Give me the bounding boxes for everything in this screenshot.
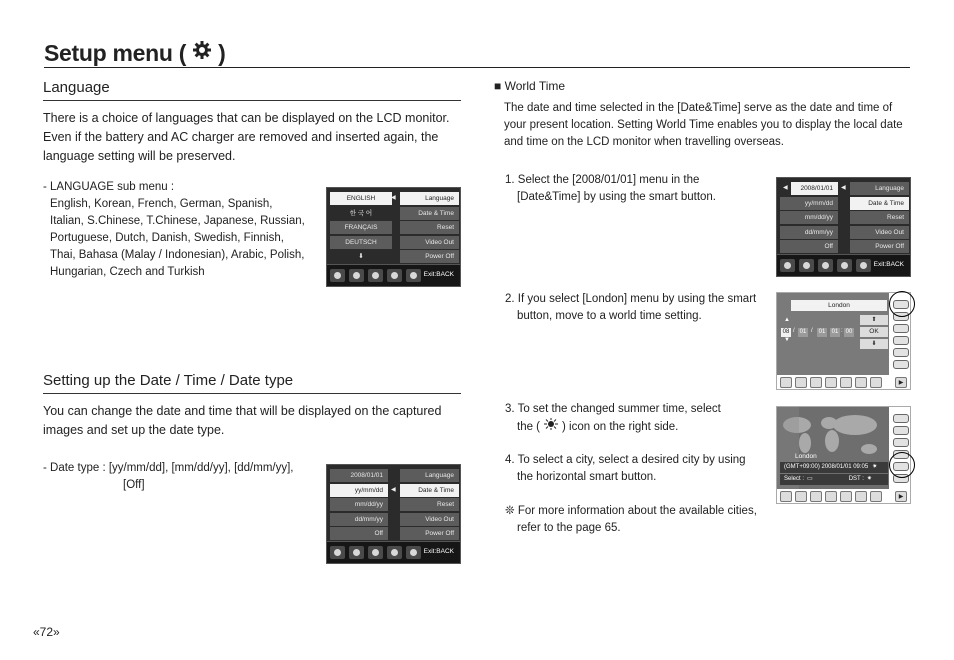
- bottom-button[interactable]: [825, 377, 837, 388]
- menu-tab-bar: Exit:BACK: [327, 264, 460, 286]
- down-arrow-icon: ⬇: [860, 339, 888, 349]
- gmt-readout: (GMT+09:00) 2008/01/01 09:05 ✷: [780, 462, 888, 473]
- side-button[interactable]: [893, 336, 909, 345]
- side-button[interactable]: [893, 360, 909, 369]
- bottom-button[interactable]: [795, 377, 807, 388]
- worldtime-description: The date and time selected in the [Date&Time] serve as the date and time of your present location. Setting World Time enables you to display the local date and time on the LCD monitor when travelling overseas.: [504, 102, 903, 148]
- down-arrow-icon: ▼: [784, 337, 790, 343]
- datetime-rule: [43, 393, 461, 394]
- bottom-button[interactable]: [780, 491, 792, 502]
- up-arrow-icon: ⬆: [860, 315, 888, 325]
- step-4: 4. To select a city, select a desired city by using the horizontal smart button.: [505, 454, 746, 483]
- left-arrow-icon: ◀: [841, 185, 846, 191]
- language-description: There is a choice of languages that can be displayed on the LCD monitor. Even if the battery and AC charger are removed and inserted again, the language setting will be preserved.: [43, 111, 450, 163]
- bottom-button[interactable]: [840, 491, 852, 502]
- day-field[interactable]: 01: [818, 329, 826, 335]
- worldtime-heading: ■ World Time: [494, 79, 566, 93]
- settings-tab-icon: [837, 259, 852, 272]
- city-label: London: [795, 453, 817, 460]
- month-field[interactable]: 01: [799, 329, 807, 335]
- sun-icon: ✷: [872, 464, 878, 470]
- play-icon[interactable]: ▶: [895, 377, 907, 388]
- hour-field[interactable]: 01: [831, 329, 839, 335]
- step-3: 3. To set the changed summer time, select the ( ) icon on the right side.: [505, 401, 775, 436]
- effect-tab-icon: [368, 269, 383, 282]
- title-rule: [44, 67, 910, 68]
- left-arrow-icon: ◀: [391, 487, 396, 493]
- sound-tab-icon: [349, 546, 364, 559]
- side-button[interactable]: [893, 426, 909, 435]
- bottom-button[interactable]: [825, 491, 837, 502]
- up-arrow-icon: ▲: [784, 317, 790, 323]
- left-arrow-icon: ◀: [783, 185, 788, 191]
- side-button[interactable]: [893, 438, 909, 447]
- settings-tab-icon: [387, 546, 402, 559]
- sun-icon: [543, 418, 559, 436]
- page-title: Setup menu ( ): [44, 40, 226, 66]
- world-time-setting-screen: London ⬆ OK ⬇ ▲ ▼ 08 / 01 / 01 01 : 00 ▶: [776, 292, 911, 390]
- sound-tab-icon: [799, 259, 814, 272]
- setup-tab-icon: [406, 269, 421, 282]
- page-number: «72»: [33, 625, 60, 639]
- side-button[interactable]: [893, 414, 909, 423]
- bottom-button[interactable]: [810, 377, 822, 388]
- camera-tab-icon: [330, 546, 345, 559]
- datetime-heading: Setting up the Date / Time / Date type: [43, 372, 294, 389]
- bottom-button[interactable]: [780, 377, 792, 388]
- highlight-circle: [889, 291, 915, 317]
- sun-icon: ✷: [866, 476, 872, 482]
- year-field[interactable]: 08: [782, 329, 790, 335]
- effect-tab-icon: [818, 259, 833, 272]
- bottom-button[interactable]: [855, 491, 867, 502]
- menu-tab-bar: Exit:BACK: [327, 541, 460, 563]
- select-dst-bar: Select : ▭ DST : ✷: [780, 474, 888, 485]
- city-field: London: [791, 300, 887, 311]
- step-2: 2. If you select [London] menu by using the smart button, move to a world time setting.: [505, 293, 757, 322]
- down-arrow-icon: ⬇: [358, 253, 364, 260]
- date-type-screen: 2008/01/01 yy/mm/dd mm/dd/yy dd/mm/yy Off ◀ Language Date & Time Reset Video Out Power Off Exit:BACK: [326, 464, 461, 564]
- bottom-button[interactable]: [810, 491, 822, 502]
- bottom-button[interactable]: [840, 377, 852, 388]
- menu-tab-bar: Exit:BACK: [777, 254, 910, 276]
- language-rule: [43, 100, 461, 101]
- language-submenu-list: - LANGUAGE sub menu : English, Korean, French, German, Spanish, Italian, S.Chinese, T.Chinese, Japanese, Russian, Portuguese, Dutch, Danish, Swedish, Finnish, Thai, Bahasa (Malay / Indonesian), Arabic, Polish, Hungarian, Czech and Turkish: [43, 181, 305, 278]
- language-heading: Language: [43, 79, 110, 96]
- bottom-button[interactable]: [855, 377, 867, 388]
- worldtime-menu-screen: ◀ 2008/01/01 yy/mm/dd mm/dd/yy dd/mm/yy Off ◀ Language Date & Time Reset Video Out Power Off Exit:BACK: [776, 177, 911, 277]
- left-arrow-icon: ◀: [391, 195, 396, 201]
- side-button[interactable]: [893, 324, 909, 333]
- step-1: 1. Select the [2008/01/01] menu in the [Date&Time] by using the smart button.: [505, 174, 716, 203]
- settings-tab-icon: [387, 269, 402, 282]
- datetime-description: You can change the date and time that will be displayed on the captured images and set up the date type.: [43, 404, 442, 437]
- highlight-circle: [889, 452, 915, 478]
- minute-field[interactable]: 00: [845, 329, 853, 335]
- effect-tab-icon: [368, 546, 383, 559]
- gear-icon: [192, 39, 212, 66]
- language-menu-screen: ENGLISH 한 국 어 FRANÇAIS DEUTSCH ⬇ ◀ Language Date & Time Reset Video Out Power Off Exit:BACK: [326, 187, 461, 287]
- play-icon[interactable]: ▶: [895, 491, 907, 502]
- bottom-button[interactable]: [795, 491, 807, 502]
- world-map-screen: [776, 406, 911, 504]
- smart-button-icon: ▭: [807, 476, 813, 482]
- ok-button[interactable]: OK: [860, 327, 888, 337]
- bottom-button[interactable]: [870, 491, 882, 502]
- date-type-list: - Date type : [yy/mm/dd], [mm/dd/yy], [dd/mm/yy], [Off]: [43, 462, 294, 491]
- bottom-button[interactable]: [870, 377, 882, 388]
- cities-note: ❊ For more information about the available cities, refer to the page 65.: [505, 505, 757, 534]
- setup-tab-icon: [406, 546, 421, 559]
- sound-tab-icon: [349, 269, 364, 282]
- side-button[interactable]: [893, 348, 909, 357]
- camera-tab-icon: [780, 259, 795, 272]
- setup-tab-icon: [856, 259, 871, 272]
- camera-tab-icon: [330, 269, 345, 282]
